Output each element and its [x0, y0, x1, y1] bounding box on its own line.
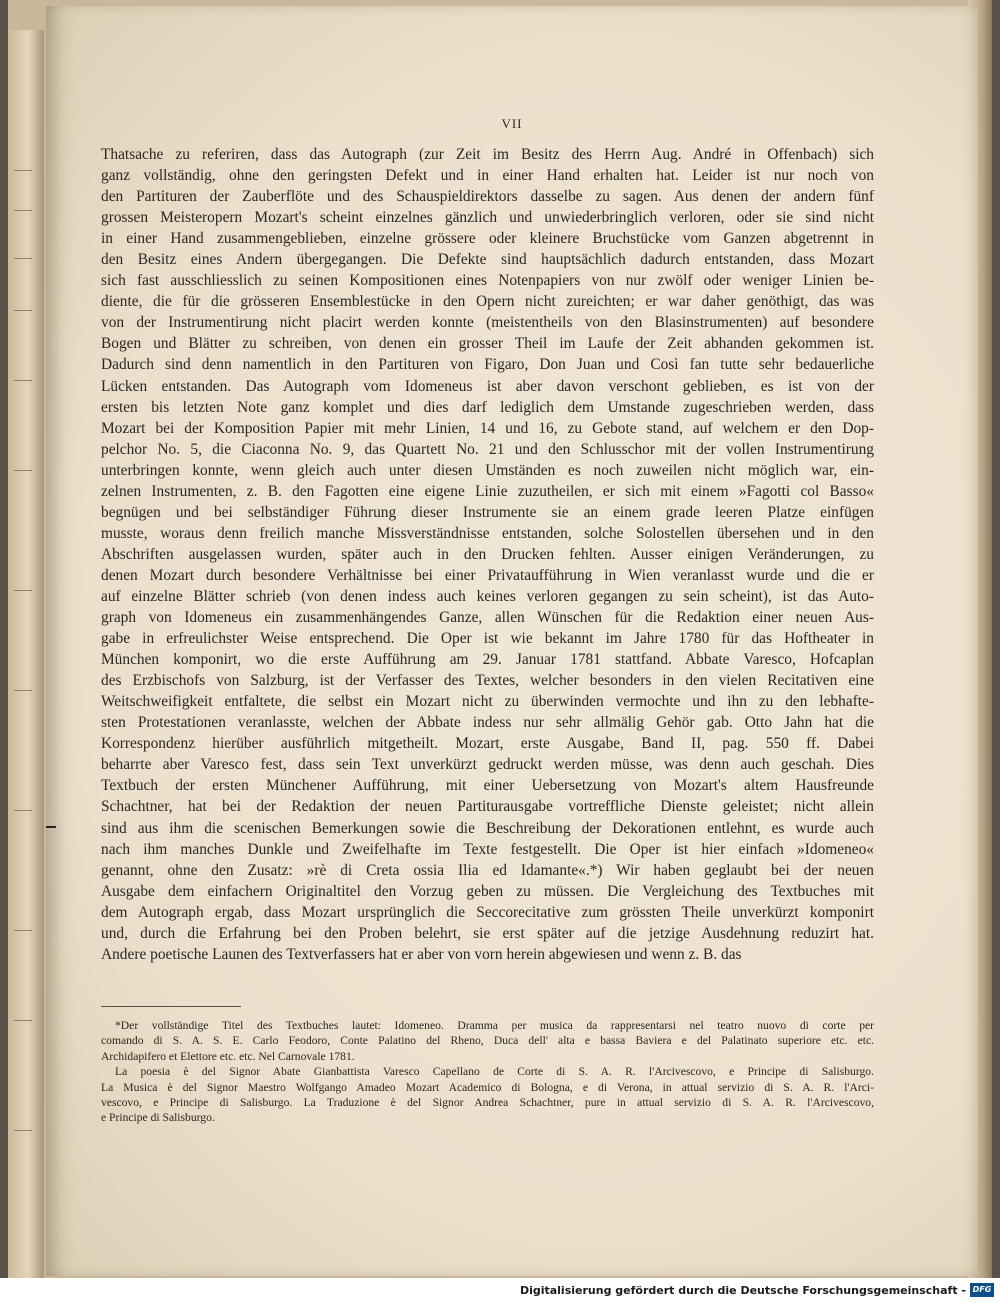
body-line: des Erzbischofs von Salzburg, ist der Verfasser des Textes, welcher besonders in den vielen Recitativen eine	[101, 672, 874, 690]
left-page-text-remnants	[12, 170, 36, 1270]
body-line: sind aus ihm die scenischen Bemerkungen sowie die Beschreibung der Dekorationen entlehnt, es wurde auch	[101, 819, 874, 837]
footnote-line: comando di S. A. S. E. Carlo Feodoro, Conte Palatino del Rheno, Duca dell' alta e bassa Baviera e del Palatinato superiore etc. etc.	[101, 1034, 874, 1048]
body-line: grossen Meisteropern Mozart's scheint einzelnes gänzlich und unwiederbringlich verloren, oder sie sind nicht	[101, 209, 874, 227]
digitization-footer	[0, 1278, 1000, 1304]
body-line: graph von Idomeneus ein zusammenhängendes Ganze, allen Wünschen für die Redaktion einer neuen Aus-	[101, 609, 874, 627]
body-line: Korrespondenz hierüber ausführlich mitgetheilt. Mozart, erste Ausgabe, Band II, pag. 550 ff. Dabei	[101, 735, 874, 753]
body-line: sten Protestationen veranlasste, welchen der Abbate indess nur sehr allmälig Gehör gab. Otto Jahn hat die	[101, 714, 874, 732]
body-line: sich fast ausschliesslich zu seinen Kompositionen eines Notenpapiers von nur zwölf oder weniger Linien be-	[101, 272, 874, 290]
body-line: Weitschweifigkeit entfaltete, die selbst ein Mozart nicht zu überwinden vermochte und ihn zu den lebhafte-	[101, 693, 874, 711]
footnote-line: Archidapifero et Elettore etc. etc. Nel Carnovale 1781.	[101, 1049, 355, 1063]
body-line: Mozart bei der Komposition Papier mit mehr Linien, 14 und 16, zu Gebote stand, auf welchem er den Dop-	[101, 419, 874, 437]
page-number: VII	[501, 116, 523, 131]
body-line: begnügen und bei selbständiger Führung dieser Instrumente sie an einem grade leeren Platze einfügen	[101, 503, 874, 521]
body-line: dem Autograph ergab, dass Mozart ursprünglich die Seccorecitative zum grössten Theile unverkürzt komponirt	[101, 903, 874, 921]
body-line: Abschriften ausgelassen wurden, später auch in den Drucken fehlten. Ausser einigen Veränderungen, zu	[101, 545, 874, 563]
body-line: unterbringen konnte, wenn gleich auch unter diesen Umständen es noch zuweilen nicht möglich war, ein-	[101, 461, 874, 479]
body-line: Textbuch der ersten Münchener Aufführung, mit einer Uebersetzung von Mozart's altem Hausfreunde	[101, 777, 874, 795]
book-scan	[8, 0, 992, 1278]
binding-mark	[46, 826, 56, 828]
body-text	[101, 144, 874, 965]
body-line: diente, die für die grösseren Ensemblestücke in den Opern nicht zureichten; er war daher genöthigt, das was	[101, 293, 874, 311]
left-facing-page-edge	[8, 30, 44, 1278]
footnote-line: La poesia è del Signor Abate Gianbattista Varesco Capellano de Corte di S. A. R. l'Arcivescovo, e Principe di Salisburgo.	[115, 1065, 874, 1079]
footnote-line: vescovo, e Principe di Salisburgo. La Traduzione è del Signor Andrea Schachtner, pure in attual servizio di S. A. R. l'Arcivescovo,	[101, 1096, 874, 1110]
body-line: auf einzelne Blätter schrieb (von denen indess auch keines verloren gegangen zu sein scheint), ist das Auto-	[101, 587, 874, 605]
page-sheet	[46, 6, 978, 1276]
body-line: genannt, ohne den Zusatz: »rè di Creta ossia Ilia ed Idamante«.*) Wir haben geglaubt bei der neuen	[101, 861, 874, 879]
body-line: musste, woraus denn freilich manche Missverständnisse entstanden, solche Solostellen übersehen und in den	[101, 524, 874, 542]
footnote-line: *Der vollständige Titel des Textbuches lautet: Idomeneo. Dramma per musica da rappresentarsi nel teatro nuovo di corte per	[115, 1019, 874, 1032]
body-line: Schachtner, hat bei der Redaktion der neuen Partiturausgabe vortreffliche Dienste geleistet; nicht allein	[101, 798, 874, 816]
body-line: Lücken entstanden. Das Autograph vom Idomeneus ist aber davon verschont geblieben, es ist von der	[101, 377, 874, 395]
body-line: in einer Hand zusammengeblieben, einzelne grössere oder kleinere Bruchstücke vom Ganzen abgetrennt in	[101, 230, 874, 248]
body-line: von der Instrumentirung nicht placirt werden konnte (meistentheils von den Blasinstrumenten) auf besondere	[101, 314, 874, 332]
body-line: München komponirt, wo die erste Aufführung am 29. Januar 1781 stattfand. Abbate Varesco, Hofcaplan	[101, 651, 874, 669]
body-line: gabe in erfreulichster Weise entsprechend. Die Oper ist wie bekannt im Jahre 1780 für das Hoftheater in	[101, 630, 874, 648]
body-line: zelnen Instrumenten, z. B. den Fagotten eine eigene Linie zuzutheilen, er sich mit einem »Fagotti col Basso«	[101, 482, 874, 500]
body-line: nach ihm manches Dunkle und Zweifelhafte im Texte festgestellt. Die Oper ist hier einfach »Idomeneo«	[101, 840, 874, 858]
body-line: und, durch die Erfahrung bei den Proben belehrt, sie erst später auf die jetzige Ausdehnung reduzirt hat.	[101, 924, 874, 942]
body-line: den Partituren der Zauberflöte und des Schauspieldirektors dasselbe zu sagen. Aus denen der andern fünf	[101, 188, 874, 206]
body-line: denen Mozart durch besondere Verhältnisse bei einer Privataufführung in Wien veranlasst wurde und die er	[101, 566, 874, 584]
body-line: Bogen und Blätter zu schreiben, von denen ein grosser Theil im Laufe der Zeit abhanden gekommen ist.	[101, 335, 874, 353]
body-line: ersten bis letzten Note ganz komplet und dies darf lediglich dem Umstande zugeschrieben werden, dass	[101, 398, 874, 416]
body-line: Thatsache zu referiren, dass das Autograph (zur Zeit im Besitz des Herrn Aug. André in Offenbach) sich	[101, 146, 874, 163]
footnote-rule	[101, 1006, 241, 1007]
body-line: Ausgabe dem einfachern Originaltitel den Vorzug geben zu müssen. Die Vergleichung des Textbuches mit	[101, 882, 874, 900]
footnote-line: e Principe di Salisburgo.	[101, 1111, 215, 1125]
body-line: ganz vollständig, ohne den geringsten Defekt und in einer Hand erhalten hat. Leider ist nur noch von	[101, 167, 874, 185]
body-line: pelchor No. 5, die Ciaconna No. 9, das Quartett No. 21 und den Schlusschor mit der vollen Instrumentirung	[101, 440, 874, 458]
dfg-logo-icon: DFG	[970, 1283, 994, 1297]
body-line: Andere poetische Launen des Textverfassers hat er aber von vorn herein abgewiesen und wenn z. B. das	[101, 945, 742, 963]
body-line: den Besitz eines Andern übergegangen. Die Defekte sind hauptsächlich dadurch entstanden, dass Mozart	[101, 251, 874, 269]
footnote	[101, 1018, 874, 1126]
body-line: Dadurch sind denn namentlich in den Partituren von Figaro, Don Juan und Così fan tutte sehr bedauerliche	[101, 356, 874, 374]
body-line: beharrte aber Varesco fest, dass sein Text unverkürzt gedruckt werden müsse, was denn auch geschah. Dies	[101, 756, 874, 774]
funding-credit: Digitalisierung gefördert durch die Deutsche Forschungsgemeinschaft -	[519, 1284, 966, 1297]
footnote-line: La Musica è del Signor Maestro Wolfgango Amadeo Mozart Academico di Bologna, e di Verona, in attual servizio di S. A. R. l'Arci-	[101, 1080, 874, 1094]
